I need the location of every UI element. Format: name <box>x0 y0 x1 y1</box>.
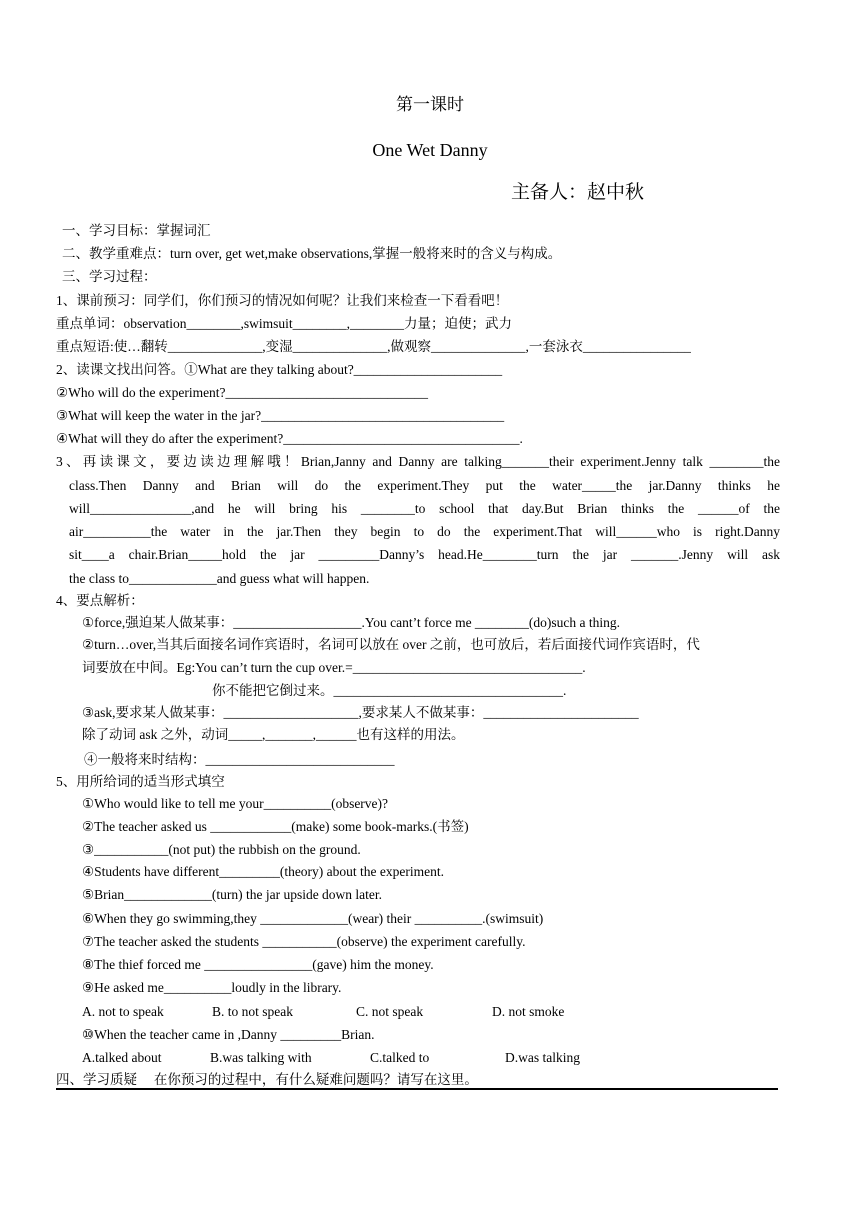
exercise-10-option-a: A.talked about <box>82 1050 162 1065</box>
cloze-line-6: the class to_____________and guess what will happen. <box>69 571 370 586</box>
analysis-force: ①force,强迫某人做某事：___________________.You cant’t force me ________(do)such a thing. <box>82 615 621 630</box>
exercise-1: ①Who would like to tell me your__________(observe)? <box>82 796 389 811</box>
lesson-heading: 第一课时 <box>396 95 464 114</box>
exercise-2: ②The teacher asked us ____________(make) some book-marks.(书签) <box>82 819 469 834</box>
reading-question-2: ②Who will do the experiment?______________________________ <box>56 385 429 400</box>
cloze-line-2: class.Then Danny and Brian will do the experiment.They put the water_____the jar.Danny thinks he <box>69 478 780 493</box>
analysis-turn-over: ②turn…over,当其后面接名词作宾语时，名词可以放在 over 之前，也可放后，若后面接代词作宾语时，代 <box>82 637 700 652</box>
analysis-heading: 4、要点解析： <box>56 593 144 608</box>
exercise-3: ③___________(not put) the rubbish on the ground. <box>82 842 361 857</box>
cloze-line-3: will_______________,and he will bring his ________to school that day.But Brian thinks the ______of the <box>69 501 780 516</box>
cloze-line-5: sit____a chair.Brian_____hold the jar _________Danny’s head.He________turn the jar _______.Jenny will ask <box>69 547 780 562</box>
exercise-5: ⑤Brian_____________(turn) the jar upside down later. <box>82 887 383 902</box>
exercise-10: ⑩When the teacher came in ,Danny _________Brian. <box>82 1027 375 1042</box>
questions-heading: 四、学习质疑 在你预习的过程中，有什么疑难问题吗？请写在这里。 <box>56 1072 478 1087</box>
reading-question-1: 2、读课文找出问答。①What are they talking about?______________________ <box>56 362 503 377</box>
author-line: 主备人：赵中秋 <box>511 182 645 203</box>
exercise-9-option-d: D. not smoke <box>492 1004 565 1019</box>
document-title: One Wet Danny <box>372 140 488 160</box>
exercise-9-option-c: C. not speak <box>356 1004 424 1019</box>
bottom-rule <box>56 1088 778 1090</box>
analysis-turn-over-example: 词要放在中间。Eg:You can’t turn the cup over.=__________________________________. <box>82 660 586 675</box>
analysis-translation: 你不能把它倒过来。__________________________________. <box>212 683 567 698</box>
key-points-line: 二、教学重难点：turn over, get wet,make observations,掌握一般将来时的含义与构成。 <box>62 246 562 261</box>
exercise-7: ⑦The teacher asked the students ___________(observe) the experiment carefully. <box>82 934 526 949</box>
exercise-6: ⑥When they go swimming,they _____________(wear) their __________.(swimsuit) <box>82 911 544 926</box>
key-words-line: 重点单词：observation________,swimsuit________,________力量；迫使；武力 <box>56 316 512 331</box>
reading-question-4: ④What will they do after the experiment?___________________________________. <box>56 431 523 446</box>
exercise-9: ⑨He asked me__________loudly in the library. <box>82 980 342 995</box>
analysis-ask: ③ask,要求某人做某事：____________________,要求某人不做某事：_______________________ <box>82 705 639 720</box>
exercise-10-option-c: C.talked to <box>370 1050 430 1065</box>
reading-question-3: ③What will keep the water in the jar?____________________________________ <box>56 408 505 423</box>
objective-line: 一、学习目标：掌握词汇 <box>62 223 211 238</box>
key-phrases-line: 重点短语:使…翻转______________,变湿______________,做观察______________,一套泳衣________________ <box>56 339 691 354</box>
exercise-9-option-a: A. not to speak <box>82 1004 164 1019</box>
cloze-line-1: 3、再读课文，要边读边理解哦！Brian,Janny and Danny are talking_______their experiment.Jenny talk ________the <box>56 454 780 469</box>
exercise-4: ④Students have different_________(theory) about the experiment. <box>82 864 445 879</box>
preview-heading: 1、课前预习：同学们，你们预习的情况如何呢？让我们来检查一下看看吧！ <box>56 293 509 308</box>
exercise-8: ⑧The thief forced me ________________(gave) him the money. <box>82 957 434 972</box>
analysis-future-tense: ④一般将来时结构：____________________________ <box>84 752 395 767</box>
cloze-line-4: air__________the water in the jar.Then they begin to do the experiment.That will______who is right.Danny <box>69 524 780 539</box>
analysis-ask-verbs: 除了动词 ask 之外，动词_____,_______,______也有这样的用法。 <box>82 727 465 742</box>
exercise-9-option-b: B. to not speak <box>212 1004 293 1019</box>
process-heading: 三、学习过程： <box>62 269 157 284</box>
exercise-10-option-b: B.was talking with <box>210 1050 312 1065</box>
exercise-heading: 5、用所给词的适当形式填空 <box>56 774 225 789</box>
exercise-10-option-d: D.was talking <box>505 1050 580 1065</box>
